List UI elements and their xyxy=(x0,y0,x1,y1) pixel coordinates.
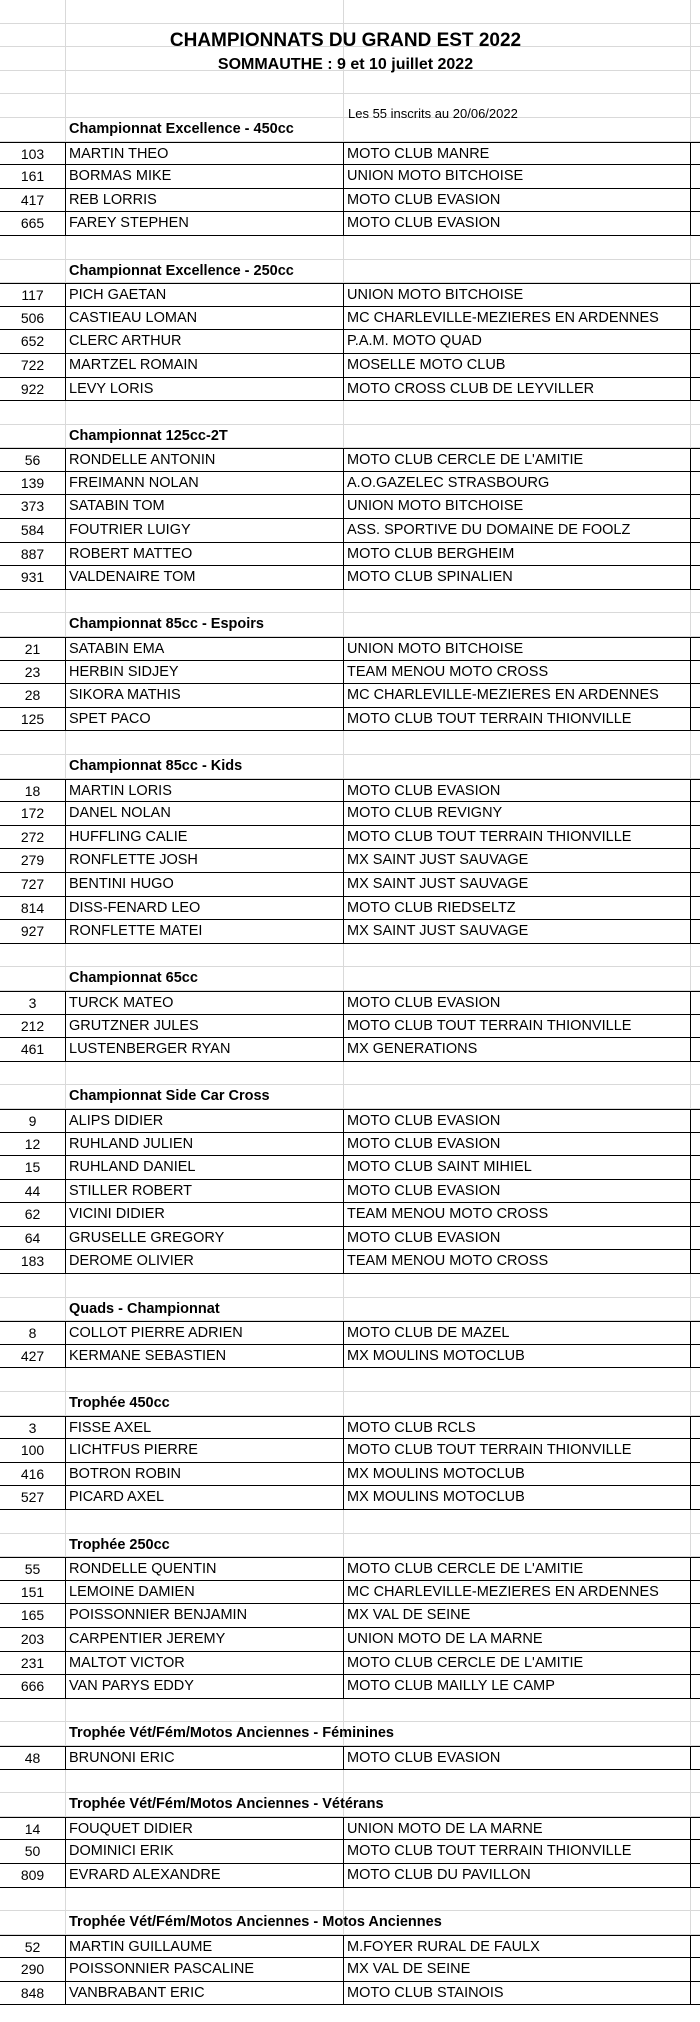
table-row xyxy=(0,1604,700,1628)
table-row xyxy=(0,519,700,543)
table-row xyxy=(0,1156,700,1180)
table-row xyxy=(0,495,700,519)
table-row xyxy=(0,1486,700,1510)
rider-club: UNION MOTO BITCHOISE xyxy=(344,165,691,188)
rider-club: MX MOULINS MOTOCLUB xyxy=(344,1486,691,1509)
rider-number: 584 xyxy=(0,519,66,542)
table-row xyxy=(0,1439,700,1463)
rider-number: 290 xyxy=(0,1958,66,1981)
rider-club: MOTO CLUB TOUT TERRAIN THIONVILLE xyxy=(344,826,691,849)
spacer-row xyxy=(0,731,700,755)
rider-name: SATABIN EMA xyxy=(66,638,344,660)
rider-number: 427 xyxy=(0,1345,66,1368)
rider-name: RUHLAND JULIEN xyxy=(66,1133,344,1156)
section-title: Championnat Side Car Cross xyxy=(69,1088,270,1105)
rider-number: 161 xyxy=(0,165,66,188)
rider-name: GRUTZNER JULES xyxy=(66,1015,344,1038)
rider-club: MOTO CLUB EVASION xyxy=(344,1180,691,1203)
rider-club: MOTO CLUB TOUT TERRAIN THIONVILLE xyxy=(344,1840,691,1863)
section-title: Trophée Vét/Fém/Motos Anciennes - Motos Anciennes xyxy=(69,1914,442,1931)
section-header-row xyxy=(0,1793,700,1817)
rider-number: 727 xyxy=(0,873,66,896)
spacer-row xyxy=(0,1274,700,1298)
table-row xyxy=(0,826,700,850)
rider-number: 23 xyxy=(0,661,66,684)
rider-club: UNION MOTO DE LA MARNE xyxy=(344,1628,691,1651)
rider-name: HUFFLING CALIE xyxy=(66,826,344,849)
table-row xyxy=(0,1628,700,1652)
rider-club: MOTO CLUB EVASION xyxy=(344,1747,691,1769)
rider-name: GRUSELLE GREGORY xyxy=(66,1227,344,1250)
grid-row xyxy=(0,0,700,24)
rider-name: POISSONNIER PASCALINE xyxy=(66,1958,344,1981)
rider-name: RONFLETTE MATEI xyxy=(66,920,344,943)
section-title: Trophée 450cc xyxy=(69,1395,170,1412)
table-row xyxy=(0,849,700,873)
registration-note: Les 55 inscrits au 20/06/2022 xyxy=(348,106,518,121)
rider-club: MOTO CLUB SPINALIEN xyxy=(344,566,691,589)
rider-club: MC CHARLEVILLE-MEZIERES EN ARDENNES xyxy=(344,684,691,707)
section-header-row xyxy=(0,1534,700,1558)
rider-name: LICHTFUS PIERRE xyxy=(66,1439,344,1462)
rider-club: A.O.GAZELEC STRASBOURG xyxy=(344,472,691,495)
table-row xyxy=(0,1982,700,2006)
table-row xyxy=(0,448,700,472)
rider-name: VAN PARYS EDDY xyxy=(66,1675,344,1698)
rider-number: 55 xyxy=(0,1558,66,1580)
sections-container xyxy=(0,118,700,2006)
rider-name: FREIMANN NOLAN xyxy=(66,472,344,495)
rider-name: MARTIN THEO xyxy=(66,143,344,165)
rider-name: PICARD AXEL xyxy=(66,1486,344,1509)
rider-club: P.A.M. MOTO QUAD xyxy=(344,330,691,353)
rider-number: 56 xyxy=(0,449,66,471)
rider-club: MOTO CLUB EVASION xyxy=(344,212,691,235)
rider-name: POISSONNIER BENJAMIN xyxy=(66,1604,344,1627)
rider-club: MOTO CLUB MANRE xyxy=(344,143,691,165)
section-title: Championnat 85cc - Kids xyxy=(69,758,243,774)
rider-number: 506 xyxy=(0,307,66,330)
table-row xyxy=(0,1109,700,1133)
spacer-row xyxy=(0,1510,700,1534)
rider-name: BOTRON ROBIN xyxy=(66,1463,344,1486)
spacer-row xyxy=(0,1062,700,1086)
rider-number: 722 xyxy=(0,354,66,377)
table-row xyxy=(0,330,700,354)
table-row xyxy=(0,1958,700,1982)
spacer-row xyxy=(0,944,700,968)
rider-number: 3 xyxy=(0,1417,66,1439)
rider-name: MALTOT VICTOR xyxy=(66,1652,344,1675)
rider-number: 15 xyxy=(0,1156,66,1179)
table-row xyxy=(0,873,700,897)
rider-club: MOTO CLUB REVIGNY xyxy=(344,802,691,825)
section-header-row xyxy=(0,118,700,142)
rider-club: MOTO CLUB TOUT TERRAIN THIONVILLE xyxy=(344,708,691,731)
rider-name: DEROME OLIVIER xyxy=(66,1250,344,1273)
rider-name: RONDELLE QUENTIN xyxy=(66,1558,344,1580)
rider-name: BORMAS MIKE xyxy=(66,165,344,188)
rider-club: UNION MOTO DE LA MARNE xyxy=(344,1818,691,1840)
rider-number: 125 xyxy=(0,708,66,731)
table-row xyxy=(0,165,700,189)
rider-name: CARPENTIER JEREMY xyxy=(66,1628,344,1651)
rider-number: 927 xyxy=(0,920,66,943)
rider-number: 117 xyxy=(0,284,66,306)
rider-number: 52 xyxy=(0,1936,66,1958)
rider-number: 139 xyxy=(0,472,66,495)
rider-club: MX GENERATIONS xyxy=(344,1038,691,1061)
rider-number: 461 xyxy=(0,1038,66,1061)
table-row xyxy=(0,1321,700,1345)
section-header-row xyxy=(0,260,700,284)
section-title: Championnat 85cc - Espoirs xyxy=(69,616,264,633)
page-title: CHAMPIONNATS DU GRAND EST 2022 xyxy=(169,30,522,51)
section-header-row xyxy=(0,1085,700,1109)
rider-number: 21 xyxy=(0,638,66,660)
table-row xyxy=(0,920,700,944)
table-row xyxy=(0,684,700,708)
rider-club: ASS. SPORTIVE DU DOMAINE DE FOOLZ xyxy=(344,519,691,542)
rider-number: 103 xyxy=(0,143,66,165)
rider-name: MARTIN GUILLAUME xyxy=(66,1936,344,1958)
rider-number: 809 xyxy=(0,1864,66,1887)
rider-number: 18 xyxy=(0,780,66,802)
rider-name: TURCK MATEO xyxy=(66,992,344,1014)
table-row xyxy=(0,1227,700,1251)
rider-name: VICINI DIDIER xyxy=(66,1203,344,1226)
spacer-row xyxy=(0,1770,700,1794)
rider-number: 652 xyxy=(0,330,66,353)
section-title: Championnat 125cc-2T xyxy=(69,427,228,444)
rider-number: 172 xyxy=(0,802,66,825)
page-subtitle: SOMMAUTHE : 9 et 10 juillet 2022 xyxy=(217,56,474,73)
spacer-row xyxy=(0,590,700,614)
table-row xyxy=(0,1015,700,1039)
rider-club: M.FOYER RURAL DE FAULX xyxy=(344,1936,691,1958)
rider-number: 14 xyxy=(0,1818,66,1840)
rider-name: SATABIN TOM xyxy=(66,495,344,518)
rider-club: MX MOULINS MOTOCLUB xyxy=(344,1463,691,1486)
section-header-row xyxy=(0,1722,700,1746)
rider-number: 666 xyxy=(0,1675,66,1698)
table-row xyxy=(0,543,700,567)
rider-club: MOTO CLUB DU PAVILLON xyxy=(344,1864,691,1887)
section-header-row xyxy=(0,1298,700,1322)
rider-name: ROBERT MATTEO xyxy=(66,543,344,566)
rider-club: TEAM MENOU MOTO CROSS xyxy=(344,661,691,684)
table-row xyxy=(0,1203,700,1227)
table-row xyxy=(0,991,700,1015)
rider-name: BRUNONI ERIC xyxy=(66,1747,344,1769)
rider-name: MARTZEL ROMAIN xyxy=(66,354,344,377)
rider-number: 64 xyxy=(0,1227,66,1250)
rider-club: MX VAL DE SEINE xyxy=(344,1958,691,1981)
rider-name: LEMOINE DAMIEN xyxy=(66,1581,344,1604)
rider-number: 212 xyxy=(0,1015,66,1038)
rider-number: 279 xyxy=(0,849,66,872)
rider-name: FOUTRIER LUIGY xyxy=(66,519,344,542)
rider-number: 165 xyxy=(0,1604,66,1627)
rider-club: MOTO CLUB BERGHEIM xyxy=(344,543,691,566)
rider-club: MX SAINT JUST SAUVAGE xyxy=(344,873,691,896)
section-title: Championnat 65cc xyxy=(69,970,198,987)
spacer-row xyxy=(0,401,700,425)
rider-club: TEAM MENOU MOTO CROSS xyxy=(344,1203,691,1226)
table-row xyxy=(0,1675,700,1699)
rider-club: MC CHARLEVILLE-MEZIERES EN ARDENNES xyxy=(344,307,691,330)
table-row xyxy=(0,1817,700,1841)
rider-club: MOTO CLUB EVASION xyxy=(344,1133,691,1156)
rider-number: 12 xyxy=(0,1133,66,1156)
section-title: Trophée Vét/Fém/Motos Anciennes - Féminines xyxy=(69,1725,394,1742)
table-row xyxy=(0,1250,700,1274)
table-row xyxy=(0,802,700,826)
rider-number: 8 xyxy=(0,1322,66,1344)
rider-number: 183 xyxy=(0,1250,66,1273)
rider-number: 527 xyxy=(0,1486,66,1509)
rider-club: MOTO CLUB TOUT TERRAIN THIONVILLE xyxy=(344,1439,691,1462)
table-row xyxy=(0,637,700,661)
table-row xyxy=(0,1557,700,1581)
grid-row xyxy=(0,71,700,95)
table-row xyxy=(0,1581,700,1605)
rider-club: MX MOULINS MOTOCLUB xyxy=(344,1345,691,1368)
rider-name: DOMINICI ERIK xyxy=(66,1840,344,1863)
table-row xyxy=(0,283,700,307)
rider-club: MOTO CLUB EVASION xyxy=(344,992,691,1014)
rider-name: SPET PACO xyxy=(66,708,344,731)
rider-name: FOUQUET DIDIER xyxy=(66,1818,344,1840)
table-row xyxy=(0,212,700,236)
rider-club: MOTO CLUB RIEDSELTZ xyxy=(344,897,691,920)
table-row xyxy=(0,897,700,921)
rider-club: MOTO CROSS CLUB DE LEYVILLER xyxy=(344,378,691,401)
rider-number: 50 xyxy=(0,1840,66,1863)
spacer-row xyxy=(0,236,700,260)
rider-number: 28 xyxy=(0,684,66,707)
table-row xyxy=(0,354,700,378)
spacer-row xyxy=(0,1368,700,1392)
table-row xyxy=(0,378,700,402)
rider-number: 9 xyxy=(0,1110,66,1132)
spacer-row xyxy=(0,1888,700,1912)
rider-name: RONDELLE ANTONIN xyxy=(66,449,344,471)
rider-number: 417 xyxy=(0,189,66,212)
rider-number: 151 xyxy=(0,1581,66,1604)
rider-number: 416 xyxy=(0,1463,66,1486)
rider-name: LUSTENBERGER RYAN xyxy=(66,1038,344,1061)
rider-club: MOTO CLUB EVASION xyxy=(344,189,691,212)
rider-number: 848 xyxy=(0,1982,66,2005)
section-header-row xyxy=(0,967,700,991)
section-title: Quads - Championnat xyxy=(69,1300,220,1317)
rider-number: 3 xyxy=(0,992,66,1014)
rider-name: STILLER ROBERT xyxy=(66,1180,344,1203)
table-row xyxy=(0,1038,700,1062)
rider-club: UNION MOTO BITCHOISE xyxy=(344,284,691,306)
rider-club: MOTO CLUB DE MAZEL xyxy=(344,1322,691,1344)
table-row xyxy=(0,1345,700,1369)
rider-club: MOTO CLUB EVASION xyxy=(344,1227,691,1250)
rider-name: FISSE AXEL xyxy=(66,1417,344,1439)
table-row xyxy=(0,779,700,803)
table-row xyxy=(0,307,700,331)
rider-number: 48 xyxy=(0,1747,66,1769)
rider-club: MX SAINT JUST SAUVAGE xyxy=(344,920,691,943)
spacer-row xyxy=(0,1699,700,1723)
rider-number: 665 xyxy=(0,212,66,235)
section-title: Trophée 250cc xyxy=(69,1536,170,1553)
rider-name: RONFLETTE JOSH xyxy=(66,849,344,872)
rider-club: MX VAL DE SEINE xyxy=(344,1604,691,1627)
section-title: Championnat Excellence - 250cc xyxy=(69,262,294,279)
rider-name: MARTIN LORIS xyxy=(66,780,344,802)
section-title: Championnat Excellence - 450cc xyxy=(69,120,294,137)
rider-name: COLLOT PIERRE ADRIEN xyxy=(66,1322,344,1344)
section-title: Trophée Vét/Fém/Motos Anciennes - Vétérans xyxy=(69,1796,384,1813)
rider-number: 814 xyxy=(0,897,66,920)
rider-number: 887 xyxy=(0,543,66,566)
rider-number: 922 xyxy=(0,378,66,401)
table-row xyxy=(0,566,700,590)
rider-name: HERBIN SIDJEY xyxy=(66,661,344,684)
rider-club: TEAM MENOU MOTO CROSS xyxy=(344,1250,691,1273)
table-row xyxy=(0,1746,700,1770)
rider-name: ALIPS DIDIER xyxy=(66,1110,344,1132)
rider-number: 373 xyxy=(0,495,66,518)
section-header-row xyxy=(0,1392,700,1416)
rider-club: MOTO CLUB STAINOIS xyxy=(344,1982,691,2005)
rider-name: DANEL NOLAN xyxy=(66,802,344,825)
rider-club: MOTO CLUB CERCLE DE L'AMITIE xyxy=(344,1558,691,1580)
rider-club: MOTO CLUB EVASION xyxy=(344,780,691,802)
section-header-row xyxy=(0,755,700,779)
rider-name: RUHLAND DANIEL xyxy=(66,1156,344,1179)
table-row xyxy=(0,472,700,496)
rider-number: 272 xyxy=(0,826,66,849)
rider-name: LEVY LORIS xyxy=(66,378,344,401)
table-row xyxy=(0,1463,700,1487)
table-row xyxy=(0,708,700,732)
rider-number: 44 xyxy=(0,1180,66,1203)
rider-club: MX SAINT JUST SAUVAGE xyxy=(344,849,691,872)
rider-club: MOTO CLUB CERCLE DE L'AMITIE xyxy=(344,449,691,471)
rider-number: 62 xyxy=(0,1203,66,1226)
table-row xyxy=(0,1133,700,1157)
table-row xyxy=(0,1416,700,1440)
rider-club: MOSELLE MOTO CLUB xyxy=(344,354,691,377)
rider-club: MOTO CLUB CERCLE DE L'AMITIE xyxy=(344,1652,691,1675)
rider-club: MOTO CLUB TOUT TERRAIN THIONVILLE xyxy=(344,1015,691,1038)
rider-name: FAREY STEPHEN xyxy=(66,212,344,235)
rider-club: MOTO CLUB RCLS xyxy=(344,1417,691,1439)
table-row xyxy=(0,1864,700,1888)
section-header-row xyxy=(0,613,700,637)
rider-club: UNION MOTO BITCHOISE xyxy=(344,638,691,660)
table-row xyxy=(0,1840,700,1864)
table-row xyxy=(0,1180,700,1204)
rider-name: EVRARD ALEXANDRE xyxy=(66,1864,344,1887)
rider-name: CASTIEAU LOMAN xyxy=(66,307,344,330)
rider-club: MOTO CLUB EVASION xyxy=(344,1110,691,1132)
rider-name: KERMANE SEBASTIEN xyxy=(66,1345,344,1368)
rider-club: UNION MOTO BITCHOISE xyxy=(344,495,691,518)
table-row xyxy=(0,142,700,166)
rider-club: MOTO CLUB MAILLY LE CAMP xyxy=(344,1675,691,1698)
rider-club: MOTO CLUB SAINT MIHIEL xyxy=(344,1156,691,1179)
rider-name: PICH GAETAN xyxy=(66,284,344,306)
rider-name: BENTINI HUGO xyxy=(66,873,344,896)
section-header-row xyxy=(0,425,700,449)
table-row xyxy=(0,661,700,685)
rider-number: 203 xyxy=(0,1628,66,1651)
rider-name: DISS-FENARD LEO xyxy=(66,897,344,920)
rider-name: CLERC ARTHUR xyxy=(66,330,344,353)
rider-name: SIKORA MATHIS xyxy=(66,684,344,707)
table-row xyxy=(0,1935,700,1959)
rider-number: 931 xyxy=(0,566,66,589)
rider-name: VANBRABANT ERIC xyxy=(66,1982,344,2005)
rider-name: REB LORRIS xyxy=(66,189,344,212)
rider-name: VALDENAIRE TOM xyxy=(66,566,344,589)
section-header-row xyxy=(0,1911,700,1935)
rider-number: 100 xyxy=(0,1439,66,1462)
rider-club: MC CHARLEVILLE-MEZIERES EN ARDENNES xyxy=(344,1581,691,1604)
table-row xyxy=(0,189,700,213)
rider-number: 231 xyxy=(0,1652,66,1675)
table-row xyxy=(0,1652,700,1676)
